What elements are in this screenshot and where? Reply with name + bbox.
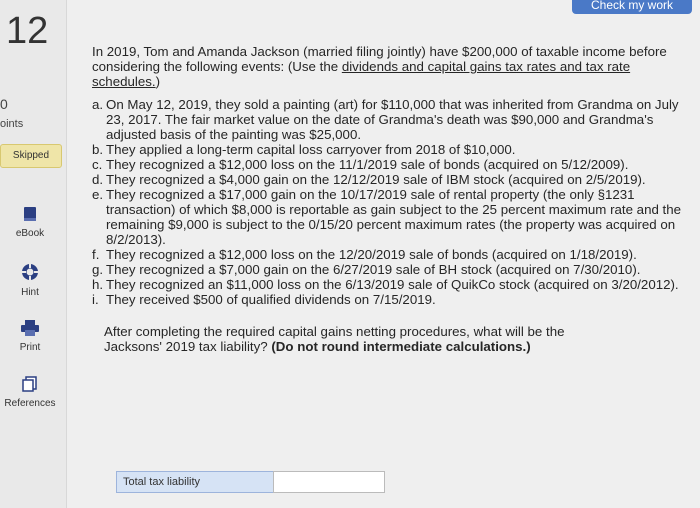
item-letter: i.	[92, 292, 99, 307]
answer-row	[116, 471, 385, 493]
list-item	[92, 172, 692, 187]
ebook-icon	[0, 206, 60, 225]
references-icon	[0, 376, 60, 395]
total-tax-liability-label: Total tax liability	[116, 471, 274, 493]
item-text: They received $500 of qualified dividends on 7/15/2019.	[106, 292, 436, 307]
intro-end: )	[155, 74, 161, 89]
item-text: They recognized an $11,000 loss on the 6/13/2019 sale of QuikCo stock (acquired on 3/20/2012).	[106, 277, 679, 292]
intro-text: In 2019, Tom and Amanda Jackson (married filing jointly) have $200,000 of taxable income before considering the following events: (Use the	[92, 44, 667, 74]
list-item	[92, 142, 692, 157]
list-item	[92, 97, 692, 142]
list-item	[92, 262, 692, 277]
references-label: References	[4, 398, 56, 409]
hint-icon	[0, 263, 60, 284]
tax-rates-link[interactable]: dividends and capital gains tax rates and tax rate schedules.	[92, 59, 631, 89]
references-button[interactable]	[0, 376, 60, 409]
item-letter: d.	[92, 172, 104, 187]
event-list	[92, 97, 692, 307]
item-text: They recognized a $12,000 loss on the 11/1/2019 sale of bonds (acquired on 5/12/2009).	[106, 157, 629, 172]
list-item	[92, 292, 692, 307]
sidebar	[0, 0, 67, 508]
print-button[interactable]	[0, 320, 60, 353]
question-number: 12	[6, 10, 49, 52]
list-item	[92, 277, 692, 292]
question-instruction: (Do not round intermediate calculations.)	[271, 339, 531, 354]
hint-button[interactable]	[0, 263, 60, 298]
item-text: They recognized a $17,000 gain on the 10/17/2019 sale of rental property (the only §1231 transaction) of which $8,000 is reportable as gain subject to the 25 percent maximum rate and the remaining $9,000 is subject to the 0/15/20 percent maximum rates (the property was acquired on 8/2/2013).	[106, 187, 682, 247]
item-text: They recognized a $12,000 loss on the 12/20/2019 sale of bonds (acquired on 1/18/2019).	[106, 247, 637, 262]
item-text: On May 12, 2019, they sold a painting (art) for $110,000 that was inherited from Grandma on July 23, 2017. The fair market value on the date of Grandma's death was $90,000 and Grandma's adjusted basis of the painting was $25,000.	[106, 97, 679, 142]
check-my-work-button[interactable]: Check my work	[572, 0, 692, 14]
item-letter: g.	[92, 262, 104, 277]
question-text: After completing the required capital gains netting procedures, what will be the Jacksons' 2019 tax liability?	[104, 324, 565, 354]
item-letter: f.	[92, 247, 100, 262]
question-prompt	[104, 324, 604, 354]
ebook-label: eBook	[15, 228, 45, 239]
points-value: 0	[0, 96, 8, 112]
item-letter: e.	[92, 187, 104, 202]
list-item	[92, 187, 692, 247]
hint-label: Hint	[21, 287, 39, 298]
item-letter: a.	[92, 97, 104, 112]
list-item	[92, 247, 692, 262]
item-letter: b.	[92, 142, 104, 157]
points-label: oints	[0, 118, 24, 130]
item-text: They applied a long-term capital loss carryover from 2018 of $10,000.	[106, 142, 516, 157]
list-item	[92, 157, 692, 172]
item-letter: c.	[92, 157, 103, 172]
item-text: They recognized a $7,000 gain on the 6/27/2019 sale of BH stock (acquired on 7/30/2010).	[106, 262, 641, 277]
problem-body	[92, 44, 692, 354]
print-icon	[0, 320, 60, 339]
item-letter: h.	[92, 277, 104, 292]
ebook-button[interactable]	[0, 206, 60, 239]
status-badge: Skipped	[0, 144, 62, 168]
item-text: They recognized a $4,000 gain on the 12/12/2019 sale of IBM stock (acquired on 2/5/2019).	[106, 172, 646, 187]
print-label: Print	[19, 342, 41, 353]
problem-intro	[92, 44, 692, 89]
total-tax-liability-input[interactable]	[273, 471, 385, 493]
